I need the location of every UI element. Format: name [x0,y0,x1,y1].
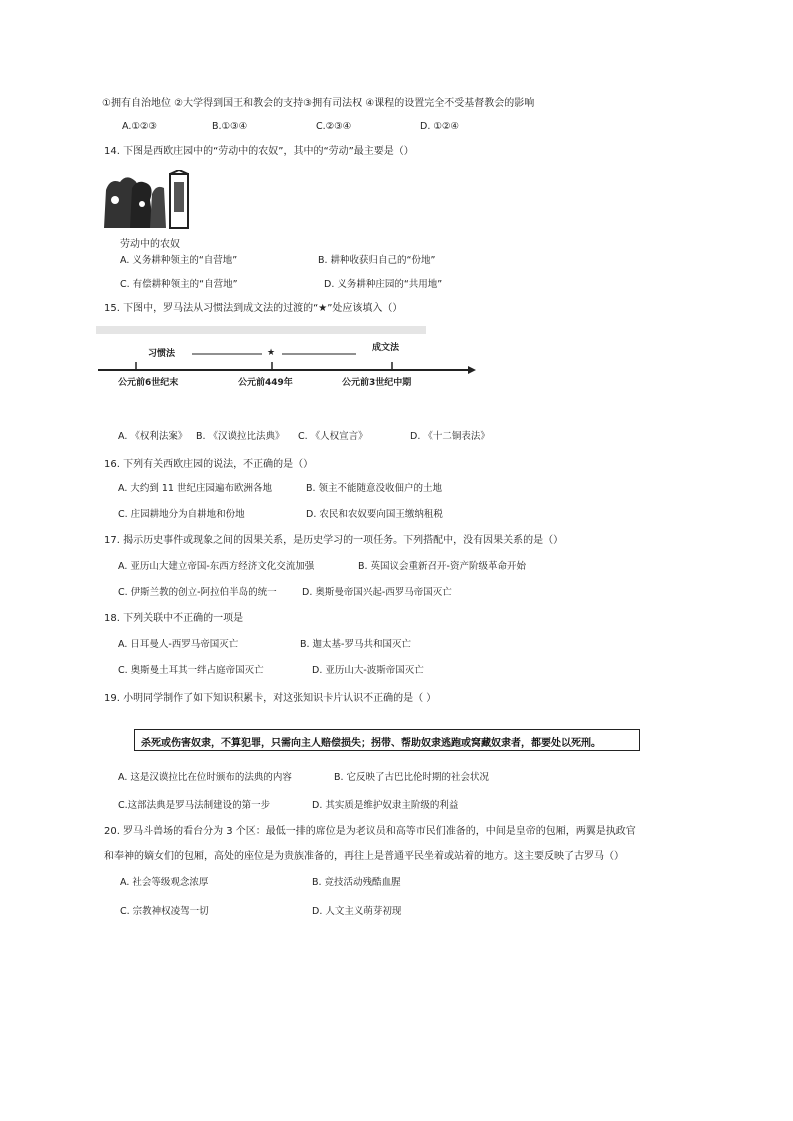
q16-option-c[interactable]: C. 庄园耕地分为自耕地和份地 [118,509,245,520]
q20-option-c[interactable]: C. 宗教神权凌驾一切 [120,906,209,917]
q17-option-b[interactable]: B. 英国议会重新召开-资产阶级革命开始 [358,561,526,572]
timeline-date-2: 公元前449年 [238,378,293,388]
q16-stem: 16. 下列有关西欧庄园的说法，不正确的是（） [104,459,314,470]
q14-option-c[interactable]: C. 有偿耕种领主的“自营地” [120,279,238,290]
q13-option-b[interactable]: B.①③④ [212,121,248,132]
q15-option-d[interactable]: D. 《十二铜表法》 [410,431,490,442]
q20-option-b[interactable]: B. 竞技活动残酷血腥 [312,877,401,888]
q13-option-c[interactable]: C.②③④ [316,121,352,132]
q18-option-c[interactable]: C. 奥斯曼土耳其一绊占庭帝国灭亡 [118,665,264,676]
q19-option-d[interactable]: D. 其实质是维护奴隶主阶级的利益 [312,800,459,811]
q13-option-a[interactable]: A.①②③ [122,121,157,132]
q19-option-b[interactable]: B. 它反映了古巴比伦时期的社会状况 [334,772,490,783]
timeline-start-label: 习惯法 [148,349,176,359]
q14-stem: 14. 下图是西欧庄园中的“劳动中的农奴”，其中的“劳动”最主要是（） [104,146,414,157]
q17-stem: 17. 揭示历史事件或现象之间的因果关系，是历史学习的一项任务。下列搭配中，没有因果关系的是（） [104,535,564,546]
q19-option-c[interactable]: C.这部法典是罗马法制建设的第一步 [118,800,271,811]
q20-stem-line-1: 20. 罗马斗兽场的看台分为 3 个区：最低一排的席位是为老议员和高等市民们准备的，中间是皇帝的包厢，两翼是执政官 [104,826,636,837]
q17-option-c[interactable]: C. 伊斯兰教的创立-阿拉伯半岛的统一 [118,587,277,598]
timeline-date-3: 公元前3世纪中期 [342,378,412,388]
q18-option-a[interactable]: A. 日耳曼人-西罗马帝国灭亡 [118,639,239,650]
timeline-star-mark: ★ [267,348,276,358]
q18-stem: 18. 下列关联中不正确的一项是 [104,613,244,624]
q13-option-d[interactable]: D. ①②④ [420,121,459,132]
q16-option-a[interactable]: A. 大约到 11 世纪庄园遍布欧洲各地 [118,483,272,494]
q15-option-a[interactable]: A. 《权利法案》 [118,431,188,442]
q15-option-b[interactable]: B. 《汉谟拉比法典》 [196,431,285,442]
q17-option-d[interactable]: D. 奥斯曼帝国兴起-西罗马帝国灭亡 [302,587,452,598]
timeline-end-label: 成文法 [372,343,400,353]
q19-option-a[interactable]: A. 这是汉谟拉比在位时颁布的法典的内容 [118,772,292,783]
q16-option-d[interactable]: D. 农民和农奴要向国王缴纳租税 [306,509,443,520]
timeline-date-1: 公元前6世纪末 [118,378,179,388]
serf-labor-illustration [100,170,192,232]
q13-statements: ①拥有自治地位 ②大学得到国王和教会的支持③拥有司法权 ④课程的设置完全不受基督教会的影响 [102,98,535,109]
q15-stem: 15. 下图中，罗马法从习惯法到成文法的过渡的“★”处应该填入（） [104,303,403,314]
q14-option-b[interactable]: B. 耕种收获归自己的“份地” [318,255,436,266]
q20-option-a[interactable]: A. 社会等级观念浓厚 [120,877,209,888]
q20-option-d[interactable]: D. 人文主义萌芽初现 [312,906,402,917]
law-quote-card: 杀死或伤害奴隶，不算犯罪，只需向主人赔偿损失；拐带、帮助奴隶逃跑或窝藏奴隶者，都要处以死刑。 [134,729,640,751]
q20-stem-line-2: 和奉神的嫡女们的包厢，高处的座位是为贵族准备的，再往上是普通平民坐着或站着的地方。这主要反映了古罗马（） [104,851,624,862]
q14-option-d[interactable]: D. 义务耕种庄园的“共用地” [324,279,443,290]
q19-stem: 19. 小明同学制作了如下知识积累卡，对这张知识卡片认识不正确的是（ ） [104,693,437,704]
q14-caption: 劳动中的农奴 [120,239,180,250]
q14-option-a[interactable]: A. 义务耕种领主的“自营地” [120,255,238,266]
q17-option-a[interactable]: A. 亚历山大建立帝国-东西方经济文化交流加强 [118,561,315,572]
q18-option-b[interactable]: B. 迦太基-罗马共和国灭亡 [300,639,411,650]
q15-option-c[interactable]: C. 《人权宣言》 [298,431,368,442]
q16-option-b[interactable]: B. 领主不能随意没收佃户的土地 [306,483,443,494]
q18-option-d[interactable]: D. 亚历山大-波斯帝国灭亡 [312,665,424,676]
